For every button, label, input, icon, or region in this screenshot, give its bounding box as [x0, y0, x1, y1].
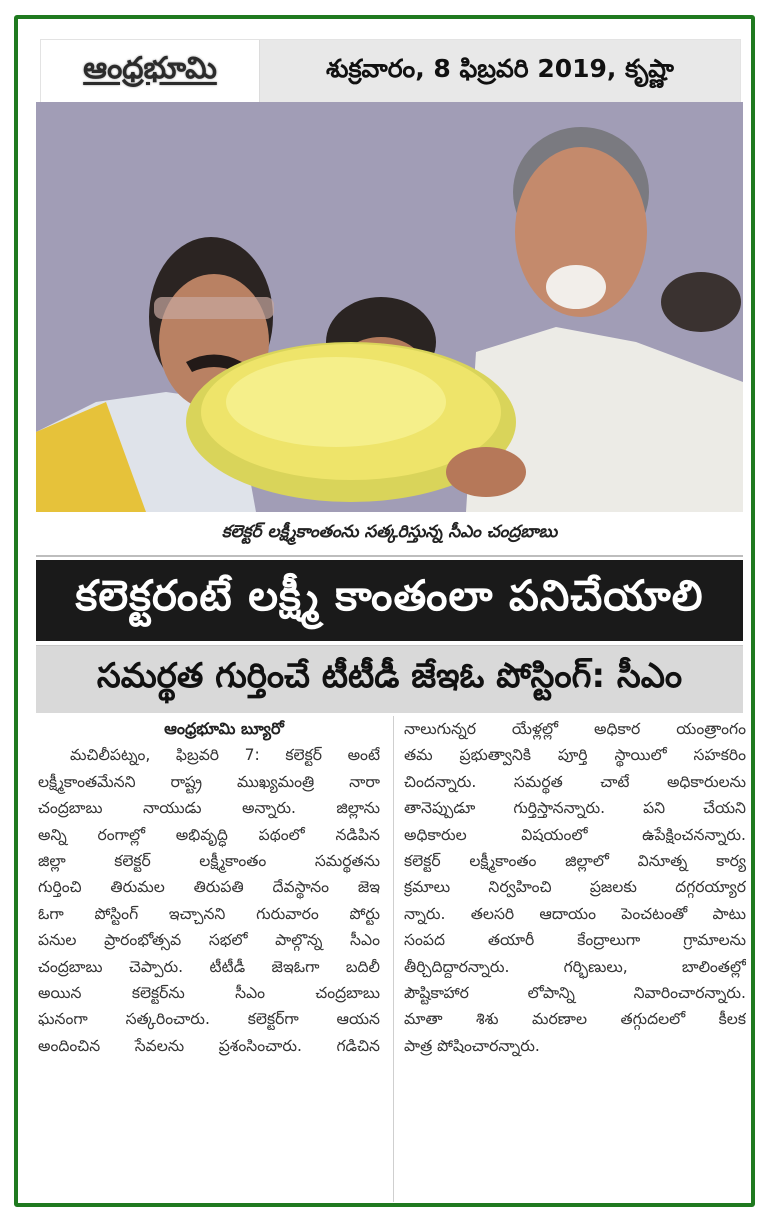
- article-line: అయిన కలెక్టర్‌ను సీఎం చంద్రబాబు: [38, 984, 380, 1003]
- byline: ఆంధ్రభూమి బ్యూరో: [164, 719, 284, 738]
- subheadline: సమర్థత గుర్తించే టీటీడీ జేఇఓ పోస్టింగ్: సీఎం: [36, 645, 743, 713]
- article-line: నాలుగున్నర యేళ్లల్లో అధికార యంత్రాంగం: [404, 720, 746, 738]
- article-line: జిల్లా కలెక్టర్ లక్ష్మీకాంతం సమర్థతను: [38, 852, 380, 871]
- article-line: సంపద తయారీ కేంద్రాలుగా గ్రామాలను: [404, 931, 746, 950]
- photo-illustration: [36, 102, 743, 512]
- column-divider: [393, 716, 394, 1202]
- photo-caption: కలెక్టర్ లక్ష్మీకాంతంను సత్కరిస్తున్న సీఎం చంద్రబాబు: [221, 522, 558, 542]
- article-line: క్రమాలు నిర్వహించి ప్రజలకు దగ్గరయ్యార: [404, 878, 746, 897]
- article-line: పౌష్టికాహార లోపాన్ని నివారించారన్నారు.: [404, 984, 746, 1003]
- dateline: శుక్రవారం, 8 ఫిబ్రవరి 2019, కృష్ణా: [260, 40, 740, 103]
- headline: కలెక్టరంటే లక్ష్మీ కాంతంలా పనిచేయాలి: [36, 560, 743, 641]
- news-photo: [36, 102, 743, 512]
- article-line: గుర్తించి తిరుమల తిరుపతి దేవస్థానం జెఇ: [38, 878, 380, 897]
- article-line: తానెప్పుడూ గుర్తిస్తానన్నారు. పని చేయని: [404, 799, 746, 818]
- clipping-frame: [14, 15, 755, 1207]
- masthead: [40, 39, 741, 104]
- article-line: పాత్ర పోషించారన్నారు.: [404, 1036, 540, 1055]
- caption-divider: [36, 555, 743, 557]
- article-line: తమ ప్రభుత్వానికి పూర్తి స్థాయిలో సహకరిం: [404, 746, 746, 765]
- article-line: కలెక్టర్ లక్ష్మీకాంతం జిల్లాలో వినూత్న కార్య: [404, 852, 746, 871]
- article-line: ఓగా పోస్టింగ్ ఇచ్చానని గురువారం పోర్టు: [38, 904, 380, 923]
- newspaper-logo: [41, 40, 260, 103]
- article-line: మాతా శిశు మరణాల తగ్గుదలలో కీలక: [404, 1010, 746, 1029]
- article-line: అన్ని రంగాల్లో అభివృద్ధి పథంలో నడిపిన: [38, 825, 380, 844]
- logo-text: ఆంధ్రభూమి: [83, 50, 217, 86]
- article-column-left: [38, 716, 380, 1059]
- article-line: చిందన్నారు. సమర్థత చాటే అధికారులను: [404, 772, 746, 791]
- article-line: చంద్రబాబు చెప్పారు. టీటీడీ జెఇఓగా బదిలీ: [38, 957, 380, 976]
- article-line: మచిలీపట్నం, ఫిబ్రవరి 7: కలెక్టర్ అంటే: [70, 746, 380, 765]
- article-line: అధికారుల విషయంలో ఉపేక్షించనన్నారు.: [404, 825, 746, 844]
- article-line: చంద్రబాబు నాయుడు అన్నారు. జిల్లాను: [38, 799, 380, 818]
- article-line: ఘనంగా సత్కరించారు. కలెక్టర్‌గా ఆయన: [38, 1010, 380, 1029]
- article-line: లక్ష్మీకాంతమేనని రాష్ట్ర ముఖ్యమంత్రి నారా: [38, 772, 380, 791]
- article-line: పనుల ప్రారంభోత్సవ సభలో పాల్గొన్న సీఎం: [38, 931, 380, 950]
- article-line: న్నారు. తలసరి ఆదాయం పెంచటంతో పాటు: [404, 904, 746, 923]
- article-line: తీర్చిదిద్దారన్నారు. గర్భిణులు, బాలింతల్లో: [404, 957, 746, 976]
- article-column-right: [404, 716, 746, 1059]
- article-line: అందించిన సేవలను ప్రశంసించారు. గడిచిన: [38, 1036, 380, 1055]
